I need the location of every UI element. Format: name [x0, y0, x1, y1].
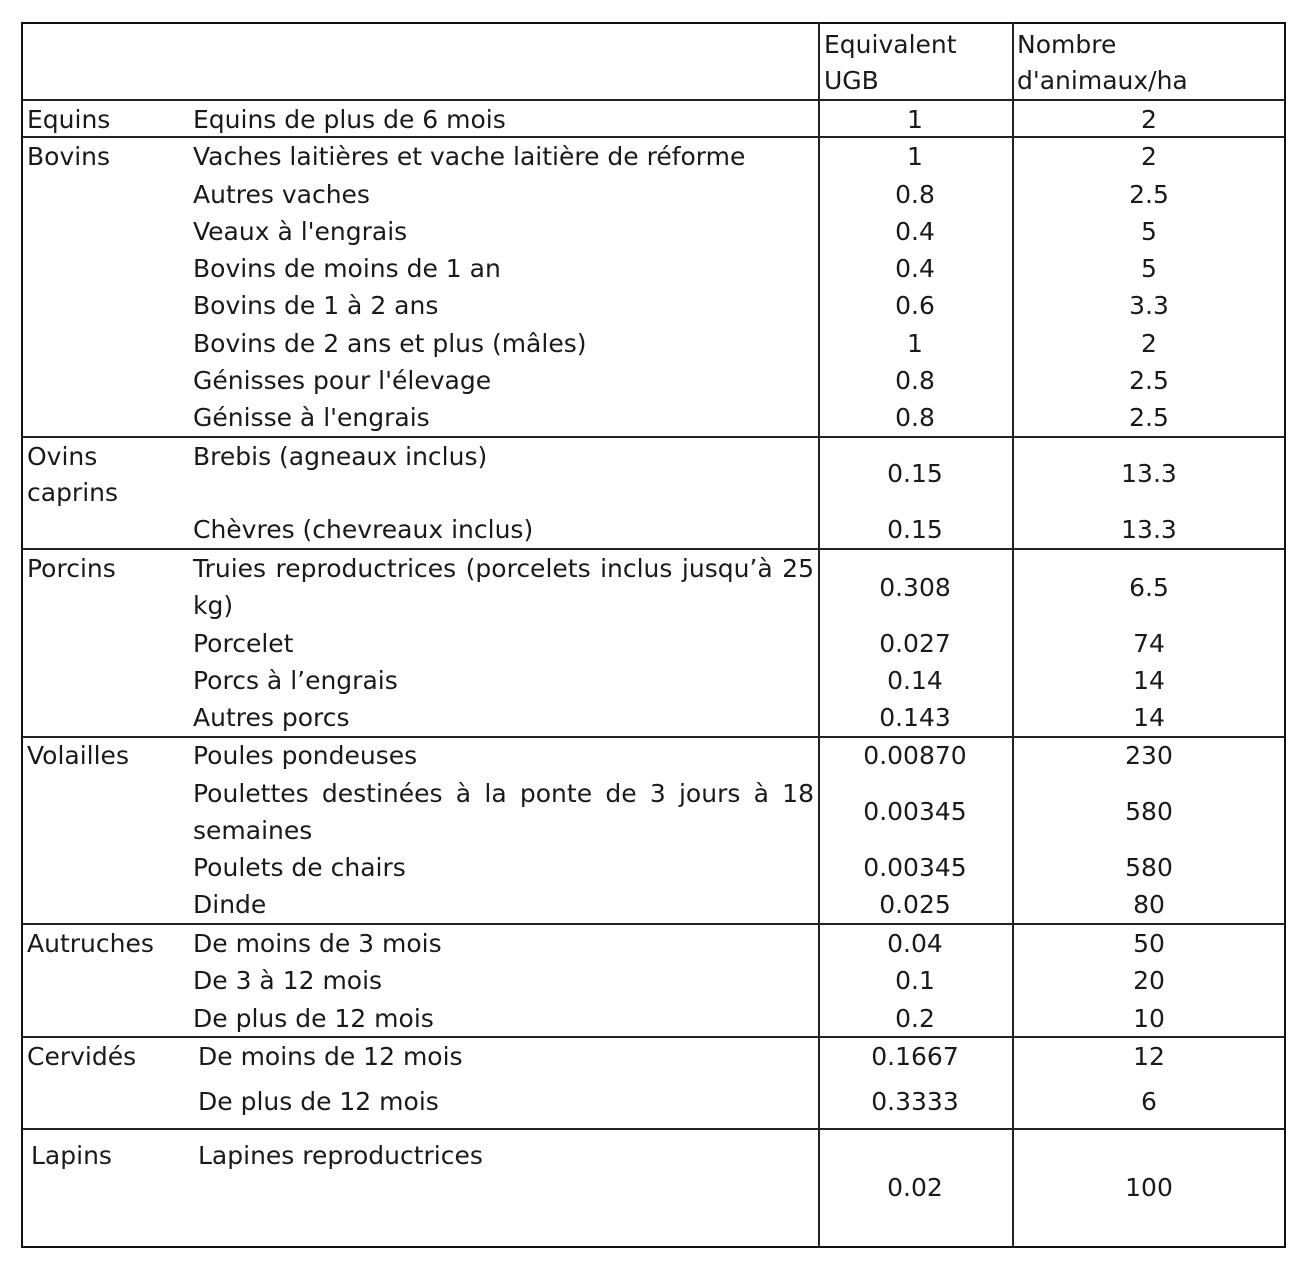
row-label: De plus de 12 mois: [193, 1004, 434, 1033]
row-label: De moins de 12 mois: [198, 1042, 463, 1071]
row-ugb-value: 0.15: [887, 459, 943, 488]
group-separator: [22, 1128, 1285, 1130]
row-density-value: 2: [1141, 142, 1157, 171]
row-density-value: 80: [1133, 890, 1165, 919]
row-ugb-value: 1: [907, 142, 923, 171]
row-ugb-value: 0.00345: [863, 853, 967, 882]
group-name: Lapins: [31, 1141, 112, 1170]
group-separator: [22, 136, 1285, 138]
row-ugb-value: 0.14: [887, 666, 943, 695]
group-separator: [22, 923, 1285, 925]
row-density-value: 13.3: [1121, 459, 1177, 488]
row-label: Equins de plus de 6 mois: [193, 105, 506, 134]
row-label: kg): [193, 591, 234, 620]
row-ugb-value: 0.15: [887, 515, 943, 544]
row-density-value: 5: [1141, 254, 1157, 283]
row-label: Lapines reproductrices: [198, 1141, 483, 1170]
group-name: Porcins: [27, 554, 116, 583]
group-name: Bovins: [27, 142, 111, 171]
row-density-value: 5: [1141, 217, 1157, 246]
row-ugb-value: 0.04: [887, 929, 943, 958]
row-label: Autres porcs: [193, 703, 350, 732]
row-ugb-value: 0.143: [879, 703, 951, 732]
group-separator: [22, 1036, 1285, 1038]
row-density-value: 580: [1125, 797, 1173, 826]
row-density-value: 14: [1133, 666, 1165, 695]
row-density-value: 2.5: [1129, 366, 1169, 395]
row-ugb-value: 0.4: [895, 217, 935, 246]
row-density-value: 2: [1141, 329, 1157, 358]
row-label: Vaches laitières et vache laitière de réforme: [193, 142, 746, 171]
group-separator: [22, 736, 1285, 738]
row-label: De moins de 3 mois: [193, 929, 442, 958]
row-ugb-value: 0.8: [895, 180, 935, 209]
row-ugb-value: 0.027: [879, 629, 951, 658]
row-ugb-value: 0.00345: [863, 797, 967, 826]
row-density-value: 20: [1133, 966, 1165, 995]
row-density-value: 2.5: [1129, 180, 1169, 209]
row-label: Bovins de 2 ans et plus (mâles): [193, 329, 587, 358]
row-ugb-value: 0.2: [895, 1004, 935, 1033]
row-ugb-value: 0.8: [895, 403, 935, 432]
row-label: semaines: [193, 816, 313, 845]
row-density-value: 6: [1141, 1087, 1157, 1116]
row-label: Génisse à l'engrais: [193, 403, 430, 432]
group-name: Ovins: [27, 442, 98, 471]
group-separator: [22, 548, 1285, 550]
row-density-value: 14: [1133, 703, 1165, 732]
row-density-value: 3.3: [1129, 291, 1169, 320]
row-label: Brebis (agneaux inclus): [193, 442, 488, 471]
row-density-value: 2.5: [1129, 403, 1169, 432]
row-density-value: 230: [1125, 741, 1173, 770]
row-label: Porcelet: [193, 629, 294, 658]
row-label: Truies reproductrices (porcelets inclus jusqu’à 25: [193, 554, 814, 583]
row-density-value: 2: [1141, 105, 1157, 134]
row-label: Bovins de moins de 1 an: [193, 254, 501, 283]
group-name: caprins: [27, 478, 119, 507]
row-label: Veaux à l'engrais: [193, 217, 408, 246]
row-density-value: 10: [1133, 1004, 1165, 1033]
row-density-value: 12: [1133, 1042, 1165, 1071]
header-density-line: d'animaux/ha: [1017, 66, 1188, 95]
group-separator: [22, 436, 1285, 438]
row-ugb-value: 0.02: [887, 1173, 943, 1202]
group-name: Equins: [27, 105, 111, 134]
row-ugb-value: 0.025: [879, 890, 951, 919]
row-density-value: 74: [1133, 629, 1165, 658]
row-ugb-value: 0.4: [895, 254, 935, 283]
group-name: Cervidés: [27, 1042, 137, 1071]
row-label: Poulets de chairs: [193, 853, 406, 882]
row-label: Autres vaches: [193, 180, 370, 209]
row-label: De plus de 12 mois: [198, 1087, 439, 1116]
row-label: Chèvres (chevreaux inclus): [193, 515, 534, 544]
group-name: Volailles: [27, 741, 129, 770]
header-ugb-line: Equivalent: [824, 30, 957, 59]
row-label: De 3 à 12 mois: [193, 966, 383, 995]
row-label: Génisses pour l'élevage: [193, 366, 492, 395]
row-density-value: 13.3: [1121, 515, 1177, 544]
row-label: Poules pondeuses: [193, 741, 418, 770]
row-ugb-value: 0.8: [895, 366, 935, 395]
row-ugb-value: 0.3333: [871, 1087, 959, 1116]
row-ugb-value: 1: [907, 329, 923, 358]
header-bottom-rule: [22, 99, 1285, 101]
row-density-value: 580: [1125, 853, 1173, 882]
row-ugb-value: 0.1: [895, 966, 935, 995]
row-ugb-value: 1: [907, 105, 923, 134]
row-label: Poulettes destinées à la ponte de 3 jours à 18: [193, 779, 814, 808]
header-ugb-line: UGB: [824, 66, 879, 95]
row-density-value: 50: [1133, 929, 1165, 958]
row-ugb-value: 0.1667: [871, 1042, 959, 1071]
row-density-value: 6.5: [1129, 573, 1169, 602]
row-ugb-value: 0.6: [895, 291, 935, 320]
row-label: Porcs à l’engrais: [193, 666, 398, 695]
group-name: Autruches: [27, 929, 154, 958]
row-ugb-value: 0.00870: [863, 741, 967, 770]
header-density-line: Nombre: [1017, 30, 1117, 59]
row-label: Dinde: [193, 890, 267, 919]
row-label: Bovins de 1 à 2 ans: [193, 291, 439, 320]
row-density-value: 100: [1125, 1173, 1173, 1202]
row-ugb-value: 0.308: [879, 573, 951, 602]
